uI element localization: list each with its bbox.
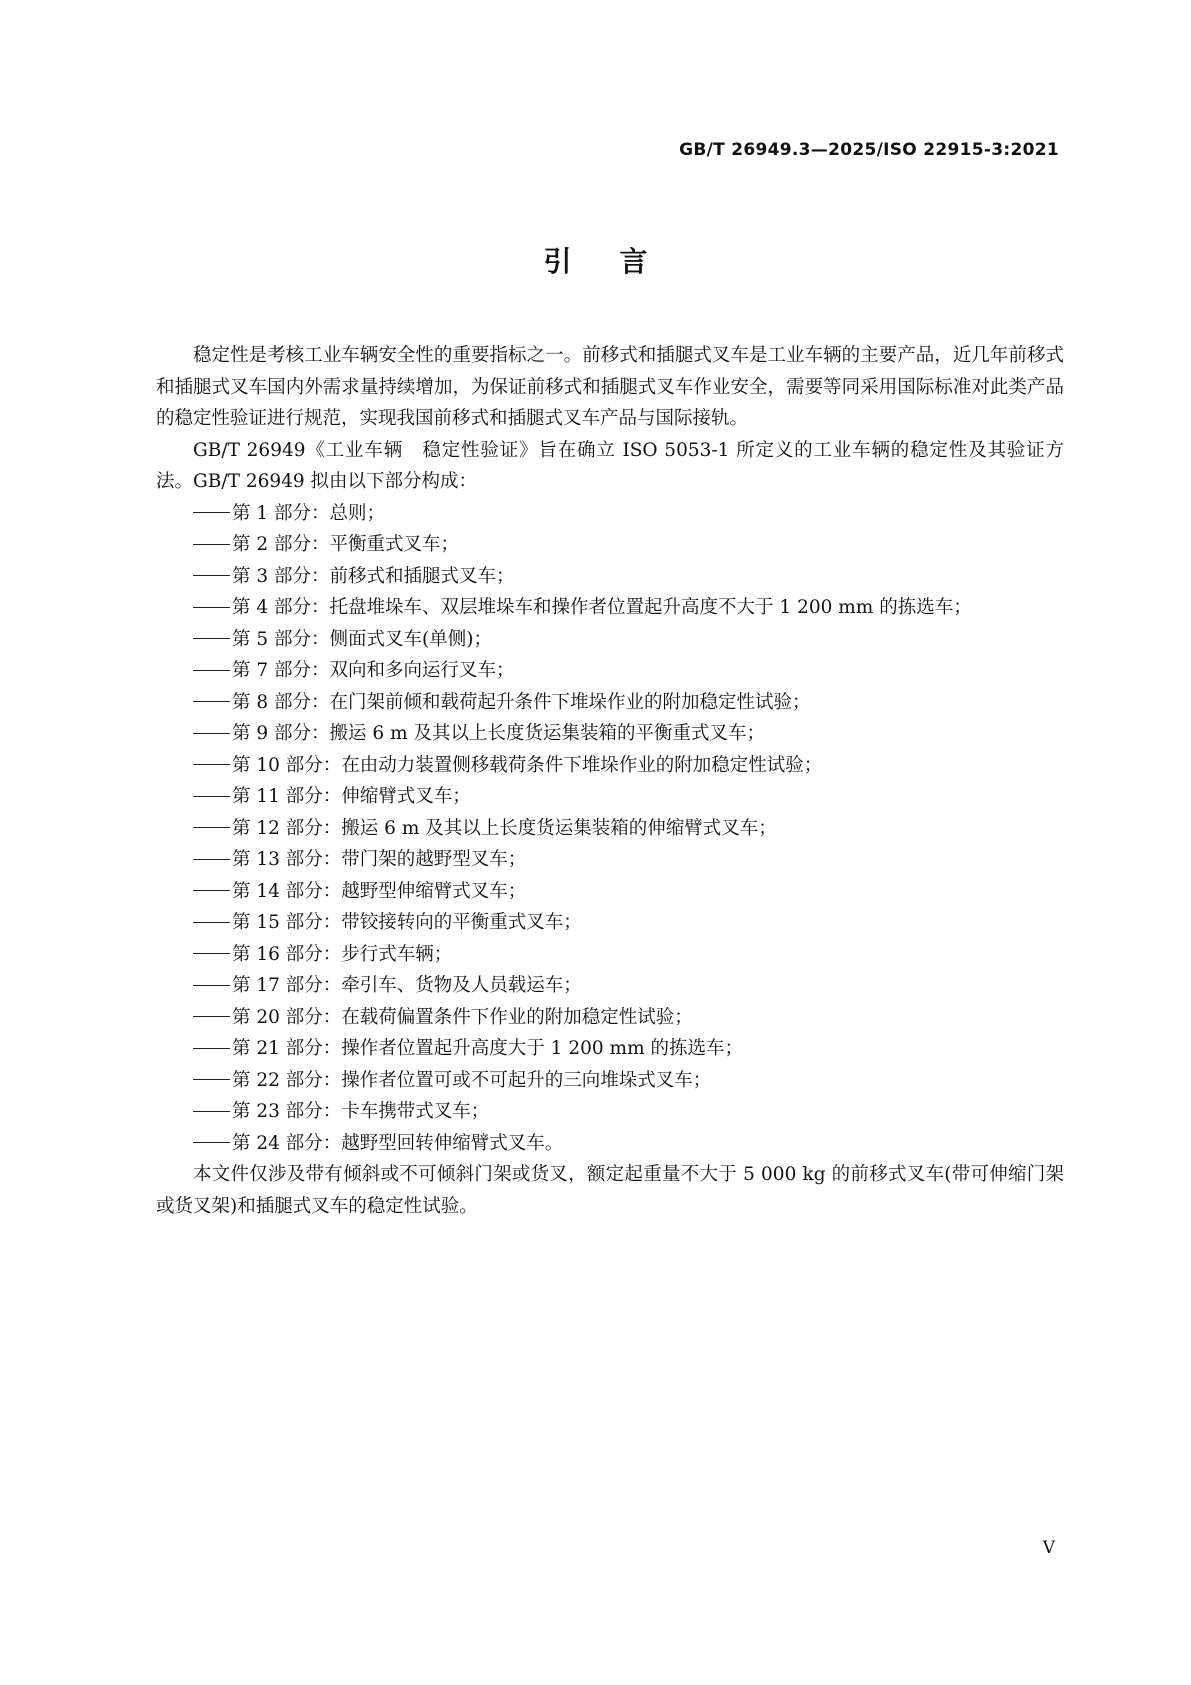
list-item [156, 750, 1064, 782]
em-dash-marker [193, 1048, 230, 1049]
list-item-text: 第 7 部分：双向和多向运行叉车； [232, 660, 515, 681]
em-dash-marker [193, 544, 230, 545]
list-item-text: 第 4 部分：托盘堆垛车、双层堆垛车和操作者位置起升高度不大于 1 200 mm 的拣选车； [232, 597, 972, 618]
em-dash-marker [193, 607, 230, 608]
page-number: V [1042, 1538, 1055, 1558]
intro-paragraph-2: GB/T 26949《工业车辆 稳定性验证》旨在确立 ISO 5053-1 所定义的工业车辆的稳定性及其验证方法。GB/T 26949 拟由以下部分构成： [156, 439, 1064, 492]
list-item [156, 561, 1064, 593]
list-item [156, 781, 1064, 813]
list-item [156, 1065, 1064, 1097]
list-item [156, 592, 1064, 624]
list-item [156, 1096, 1064, 1128]
list-item [156, 876, 1064, 908]
list-item [156, 844, 1064, 876]
em-dash-marker [193, 985, 230, 986]
list-item [156, 498, 1064, 530]
list-item [156, 718, 1064, 750]
list-item-text: 第 11 部分：伸缩臂式叉车； [232, 786, 471, 807]
list-item [156, 655, 1064, 687]
list-item-text: 第 17 部分：牵引车、货物及人员载运车； [232, 975, 582, 996]
em-dash-marker [193, 1079, 230, 1080]
em-dash-marker [193, 733, 230, 734]
em-dash-marker [193, 922, 230, 923]
list-item-text: 第 2 部分：平衡重式叉车； [232, 534, 460, 555]
list-item [156, 529, 1064, 561]
em-dash-marker [193, 827, 230, 828]
em-dash-marker [193, 764, 230, 765]
list-item-text: 第 23 部分：卡车携带式叉车； [232, 1101, 490, 1122]
list-item [156, 970, 1064, 1002]
document-body [156, 340, 1064, 1222]
intro-paragraph-1: 稳定性是考核工业车辆安全性的重要指标之一。前移式和插腿式叉车是工业车辆的主要产品，近几年前移式和插腿式叉车国内外需求量持续增加，为保证前移式和插腿式叉车作业安全，需要等同采用国际标准对此类产品的稳定性验证进行规范，实现我国前移式和插腿式叉车产品与国际接轨。 [156, 345, 1064, 429]
parts-list [156, 498, 1064, 1160]
list-item-text: 第 24 部分：越野型回转伸缩臂式叉车。 [232, 1132, 564, 1154]
list-item-text: 第 13 部分：带门架的越野型叉车； [232, 849, 527, 870]
list-item [156, 1128, 1064, 1160]
list-item-text: 第 20 部分：在载荷偏置条件下作业的附加稳定性试验； [232, 1006, 693, 1028]
list-item [156, 624, 1064, 656]
em-dash-marker [193, 701, 230, 702]
em-dash-marker [193, 512, 230, 513]
page-title: 引言 [543, 245, 696, 278]
em-dash-marker [193, 638, 230, 639]
list-item-text: 第 1 部分：总则； [232, 502, 386, 524]
list-item [156, 687, 1064, 719]
em-dash-marker [193, 1016, 230, 1017]
intro-paragraph-3: 本文件仅涉及带有倾斜或不可倾斜门架或货叉，额定起重量不大于 5 000 kg 的前移式叉车(带可伸缩门架或货叉架)和插腿式叉车的稳定性试验。 [156, 1164, 1064, 1217]
list-item [156, 1002, 1064, 1034]
em-dash-marker [193, 1111, 230, 1112]
list-item-text: 第 5 部分：侧面式叉车(单侧)； [232, 628, 492, 650]
list-item-text: 第 14 部分：越野型伸缩臂式叉车； [232, 880, 527, 902]
list-item [156, 907, 1064, 939]
em-dash-marker [193, 890, 230, 891]
standard-number: GB/T 26949.3—2025/ISO 22915-3:2021 [679, 140, 1059, 160]
em-dash-marker [193, 1142, 230, 1143]
list-item [156, 1033, 1064, 1065]
list-item-text: 第 3 部分：前移式和插腿式叉车； [232, 565, 515, 587]
em-dash-marker [193, 575, 230, 576]
list-item-text: 第 15 部分：带铰接转向的平衡重式叉车； [232, 912, 582, 933]
list-item-text: 第 10 部分：在由动力装置侧移载荷条件下堆垛作业的附加稳定性试验； [232, 754, 823, 776]
list-item-text: 第 9 部分：搬运 6 m 及其以上长度货运集装箱的平衡重式叉车； [232, 723, 765, 744]
list-item [156, 813, 1064, 845]
list-item-text: 第 12 部分：搬运 6 m 及其以上长度货运集装箱的伸缩臂式叉车； [232, 817, 777, 839]
em-dash-marker [193, 953, 230, 954]
list-item-text: 第 8 部分：在门架前倾和载荷起升条件下堆垛作业的附加稳定性试验； [232, 691, 811, 713]
em-dash-marker [193, 670, 230, 671]
list-item [156, 939, 1064, 971]
list-item-text: 第 22 部分：操作者位置可或不可起升的三向堆垛式叉车； [232, 1069, 712, 1091]
list-item-text: 第 16 部分：步行式车辆； [232, 943, 453, 965]
em-dash-marker [193, 859, 230, 860]
list-item-text: 第 21 部分：操作者位置起升高度大于 1 200 mm 的拣选车； [232, 1038, 743, 1059]
em-dash-marker [193, 796, 230, 797]
